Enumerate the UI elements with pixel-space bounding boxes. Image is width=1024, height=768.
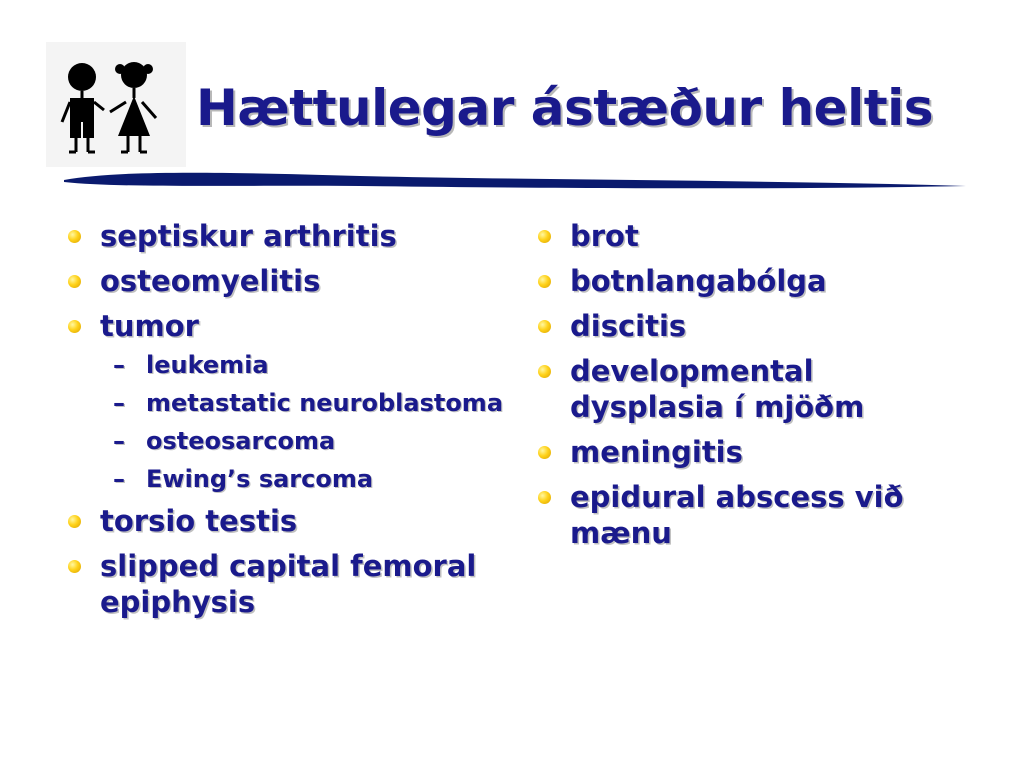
bullet-icon — [68, 560, 81, 573]
bullet-icon — [68, 515, 81, 528]
dash-bullet: – — [113, 465, 125, 493]
list-item — [530, 263, 970, 299]
sublist-item — [100, 464, 550, 494]
bullet-icon — [538, 275, 551, 288]
sublist-item-label: leukemia — [146, 351, 269, 379]
list-item-label: slipped capital femoral epiphysis — [100, 549, 477, 619]
bullet-icon — [538, 365, 551, 378]
bullet-icon — [538, 491, 551, 504]
sublist-item-label: metastatic neuroblastoma — [146, 389, 504, 417]
list-item — [60, 263, 550, 299]
bullet-icon — [538, 320, 551, 333]
list-item — [60, 548, 550, 620]
list-item-label: septiskur arthritis — [100, 219, 397, 253]
bullet-icon — [68, 275, 81, 288]
dash-bullet: – — [113, 427, 125, 455]
title-divider — [60, 168, 970, 198]
list-item — [60, 218, 550, 254]
stick-children-icon — [46, 42, 186, 167]
bullet-icon — [68, 320, 81, 333]
list-item-label: meningitis — [570, 435, 743, 469]
list-item — [530, 308, 970, 344]
list-item — [60, 308, 550, 494]
sublist-item — [100, 388, 550, 418]
sublist-item — [100, 426, 550, 456]
left-bullet-list — [60, 218, 510, 629]
dash-bullet: – — [113, 351, 125, 379]
bullet-icon — [538, 446, 551, 459]
list-item-label: epidural abscess við mænu — [570, 480, 904, 550]
list-item — [530, 479, 970, 551]
slide-title: Hættulegar ástæður heltis — [196, 79, 934, 137]
list-item — [60, 503, 550, 539]
list-item — [530, 434, 970, 470]
sublist-item-label: osteosarcoma — [146, 427, 336, 455]
list-item — [530, 353, 970, 425]
bullet-icon — [68, 230, 81, 243]
list-item-label: torsio testis — [100, 504, 298, 538]
sublist-item — [100, 350, 550, 380]
list-item-label: brot — [570, 219, 639, 253]
tumor-sublist — [100, 350, 550, 494]
list-item — [530, 218, 970, 254]
list-item-label: developmental dysplasia í mjöðm — [570, 354, 865, 424]
list-item-label: tumor — [100, 309, 199, 343]
right-bullet-list — [530, 218, 970, 560]
list-item-label: botnlangabólga — [570, 264, 827, 298]
children-clipart-icon — [46, 42, 186, 167]
list-item-label: discitis — [570, 309, 687, 343]
sublist-item-label: Ewing’s sarcoma — [146, 465, 374, 493]
bullet-icon — [538, 230, 551, 243]
dash-bullet: – — [113, 389, 125, 417]
list-item-label: osteomyelitis — [100, 264, 321, 298]
